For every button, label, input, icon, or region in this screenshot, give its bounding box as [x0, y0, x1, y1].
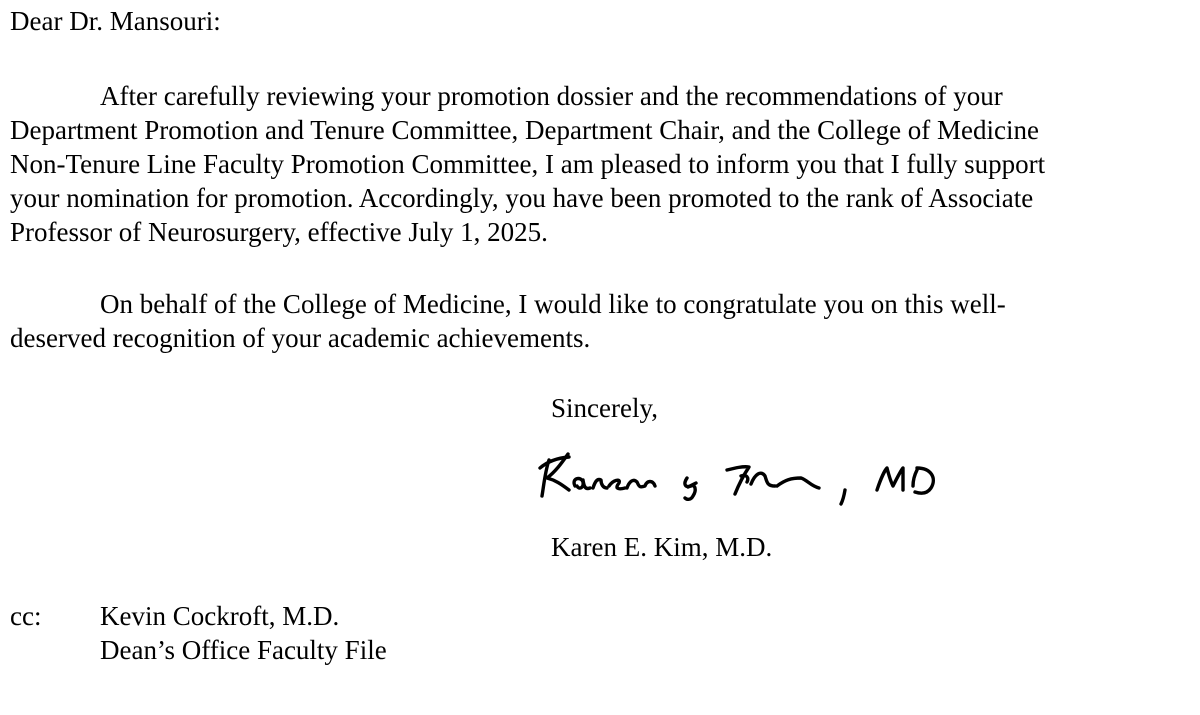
handwritten-signature — [535, 446, 955, 506]
paragraph-line: After carefully reviewing your promotion dossier and the recommendations of your — [100, 81, 1003, 111]
signer-name: Karen E. Kim, M.D. — [551, 532, 773, 562]
closing: Sincerely, — [551, 393, 658, 423]
cc-label: cc: — [10, 601, 42, 631]
cc-recipient: Kevin Cockroft, M.D. — [100, 601, 340, 631]
paragraph-line: deserved recognition of your academic achievements. — [10, 323, 591, 353]
paragraph-line: Non-Tenure Line Faculty Promotion Committee, I am pleased to inform you that I fully support — [10, 149, 1046, 179]
body-paragraph-congratulations — [10, 287, 1175, 355]
paragraph-line: Department Promotion and Tenure Committee, Department Chair, and the College of Medicine — [10, 115, 1040, 145]
body-paragraph-promotion — [10, 79, 1175, 249]
paragraph-line: On behalf of the College of Medicine, I would like to congratulate you on this well- — [100, 289, 1006, 319]
paragraph-line: your nomination for promotion. Accordingly, you have been promoted to the rank of Associate — [10, 183, 1034, 213]
salutation: Dear Dr. Mansouri: — [10, 6, 221, 36]
paragraph-line: Professor of Neurosurgery, effective July 1, 2025. — [10, 217, 548, 247]
cc-list — [100, 599, 387, 667]
cc-recipient: Dean’s Office Faculty File — [100, 635, 387, 665]
